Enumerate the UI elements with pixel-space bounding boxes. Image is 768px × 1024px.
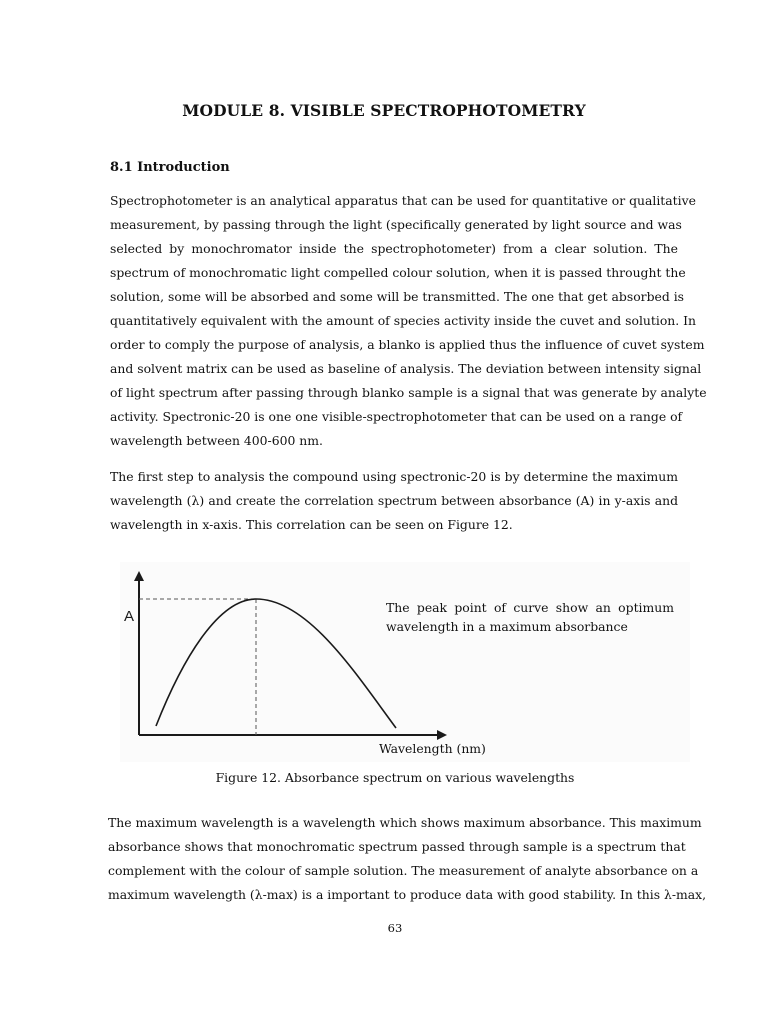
paragraph-line: absorbance shows that monochromatic spectrum passed through sample is a spectrum that: [108, 839, 686, 854]
paragraph-line: spectrum of monochromatic light compelled colour solution, when it is passed throught the: [110, 265, 686, 280]
paragraph-line: wavelength in x-axis. This correlation can be seen on Figure 12.: [110, 517, 513, 532]
y-axis-label: A: [124, 608, 135, 625]
paragraph-line: of light spectrum after passing through blanko sample is a signal that was generate by analyte: [110, 385, 707, 400]
absorbance-curve: [156, 599, 396, 728]
paragraph-line: complement with the colour of sample solution. The measurement of analyte absorbance on a: [108, 863, 699, 878]
annotation-line: The peak point of curve show an optimum: [386, 600, 674, 615]
paragraph-line: maximum wavelength (λ-max) is a important to produce data with good stability. In this λ-max,: [108, 887, 707, 902]
x-axis-label: Wavelength (nm): [379, 741, 486, 756]
page-number: 63: [387, 921, 403, 935]
figure-annotation: [386, 598, 674, 636]
section-heading: 8.1 Introduction: [110, 160, 230, 175]
paragraph-line: wavelength (λ) and create the correlation spectrum between absorbance (A) in y-axis and: [110, 493, 678, 508]
paragraph-line: measurement, by passing through the light (specifically generated by light source and was: [110, 217, 682, 232]
paragraph-maximum-wavelength: [108, 811, 707, 907]
absorbance-spectrum-figure: [120, 562, 690, 762]
paragraph-line: wavelength between 400-600 nm.: [110, 433, 323, 448]
paragraph-line: and solvent matrix can be used as baseline of analysis. The deviation between intensity signal: [110, 361, 702, 376]
annotation-line: wavelength in a maximum absorbance: [386, 619, 628, 634]
absorbance-spectrum-graph: [120, 562, 690, 762]
paragraph-line: The maximum wavelength is a wavelength which shows maximum absorbance. This maximum: [108, 815, 702, 830]
paragraph-line: selected by monochromator inside the spectrophotometer) from a clear solution. The: [110, 241, 678, 256]
figure-caption: Figure 12. Absorbance spectrum on various wavelengths: [215, 770, 575, 785]
paragraph-first-step: [110, 465, 678, 537]
paragraph-line: quantitatively equivalent with the amount of species activity inside the cuvet and solution. In: [110, 313, 697, 328]
paragraph-line: solution, some will be absorbed and some will be transmitted. The one that get absorbed is: [110, 289, 685, 304]
page-title: MODULE 8. VISIBLE SPECTROPHOTOMETRY: [182, 101, 586, 120]
paragraph-line: The first step to analysis the compound using spectronic-20 is by determine the maximum: [110, 469, 678, 484]
paragraph-introduction: [110, 189, 707, 453]
paragraph-line: order to comply the purpose of analysis, a blanko is applied thus the influence of cuvet system: [110, 337, 705, 352]
paragraph-line: activity. Spectronic-20 is one one visible-spectrophotometer that can be used on a range of: [110, 409, 683, 424]
paragraph-line: Spectrophotometer is an analytical apparatus that can be used for quantitative or qualitative: [110, 193, 696, 208]
